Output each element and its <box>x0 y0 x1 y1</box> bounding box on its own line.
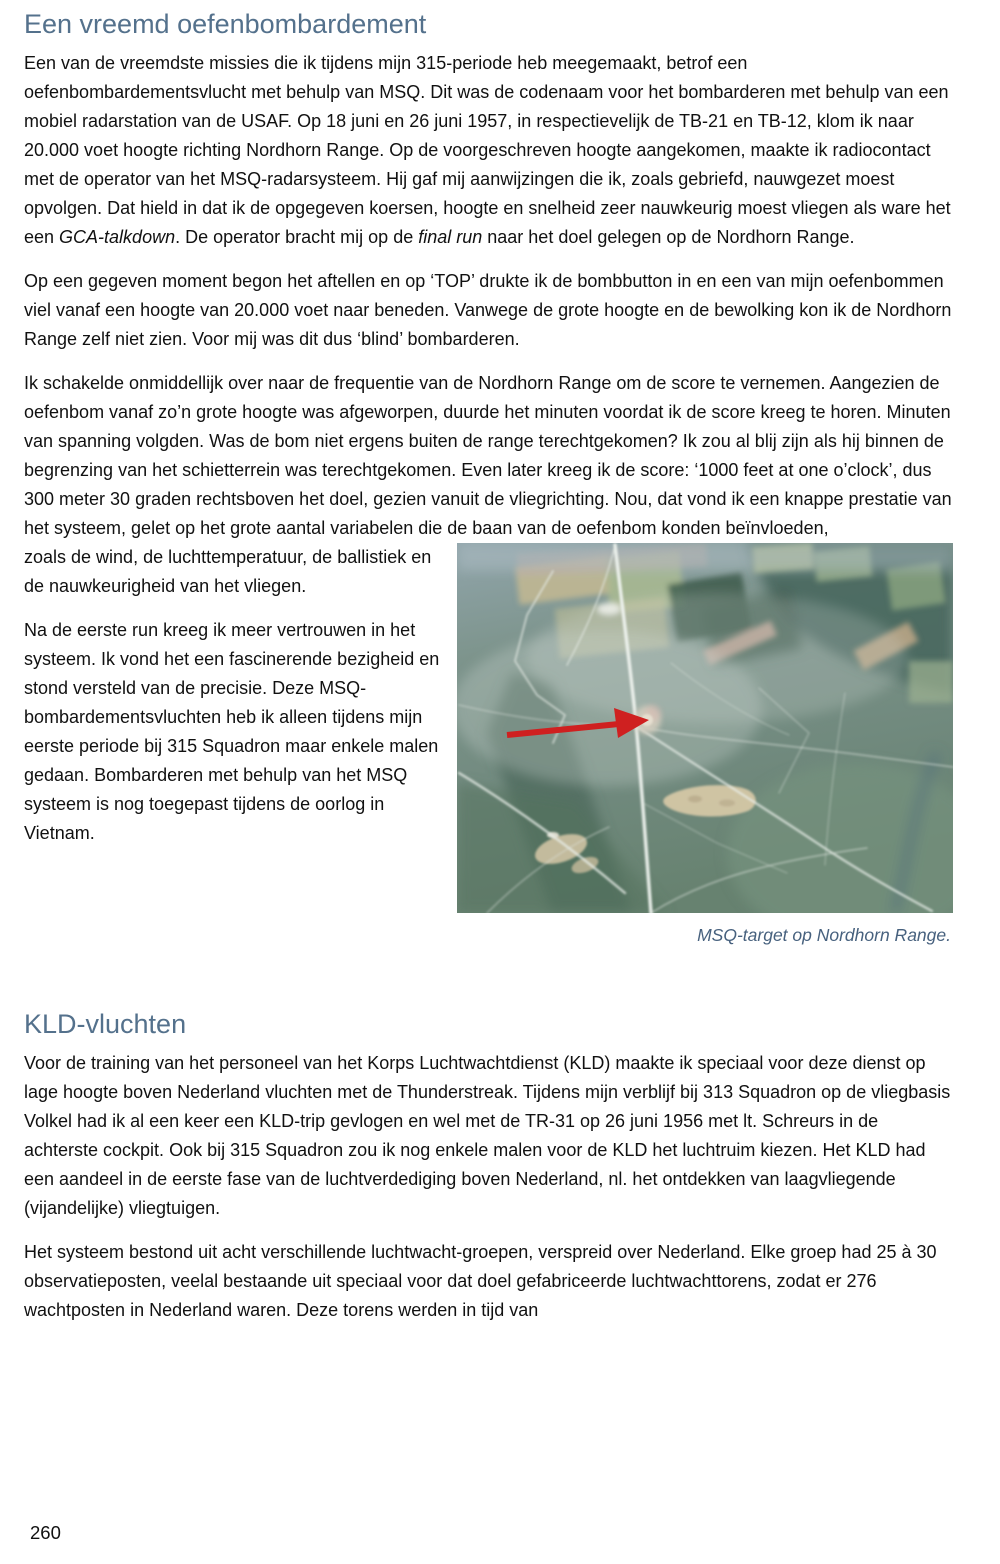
left-text-column <box>24 543 444 863</box>
photo-caption: MSQ-target op Nordhorn Range. <box>697 925 951 945</box>
text-run: Een van de vreemdste missies die ik tijdens mijn 315-periode heb meegemaakt, betrof een oefenbombardementsvlucht met behulp van MSQ. Dit was de codenaam voor het bombarderen met behulp van een mobiel radarstation van de USAF. Op 18 juni en 26 juni 1957, in respectievelijk de TB-21 en TB-12, klom ik naar 20.000 voet hoogte richting Nordhorn Range. Op de voorgeschreven hoogte aangekomen, maakte ik radiocontact met de operator van het MSQ-radarsysteem. Hij gaf mij aanwijzingen die ik, zoals gebriefd, nauwgezet moest opvolgen. Dat hield in dat ik de opgegeven koersen, hoogte en snelheid zeer nauwkeurig moest vliegen als ware het een <box>24 53 951 247</box>
italic-term-gca-talkdown: GCA-talkdown <box>59 227 176 247</box>
italic-term-final-run: final run <box>418 227 483 247</box>
section1-paragraph-3b: zoals de wind, de luchttemperatuur, de ballistiek en de nauwkeurigheid van het vliegen. <box>24 547 432 596</box>
section1-heading: Een vreemd oefenbombardement <box>24 9 427 39</box>
section1-paragraph-4: Na de eerste run kreeg ik meer vertrouwen in het systeem. Ik vond het een fascinerende bezigheid en stond versteld van de precisie. Deze MSQ-bombardementsvluchten heb ik alleen tijdens mijn eerste periode bij 315 Squadron maar enkele malen gedaan. Bombarderen met behulp van het MSQ systeem is nog toegepast tijdens de oorlog in Vietnam. <box>24 620 440 843</box>
page-content <box>24 8 953 1340</box>
text-and-photo-row <box>24 543 953 913</box>
section1-paragraph-2: Op een gegeven moment begon het aftellen en op ‘TOP’ drukte ik de bombbutton in en een van mijn oefenbommen viel vanaf een hoogte van 20.000 voet naar beneden. Vanwege de grote hoogte en de bewolking kon ik de Nordhorn Range zelf niet zien. Voor mij was dit dus ‘blind’ bombarderen. <box>24 271 952 349</box>
page-number: 260 <box>30 1522 61 1543</box>
section2-paragraph-1: Voor de training van het personeel van het Korps Luchtwachtdienst (KLD) maakte ik speciaal voor deze dienst op lage hoogte boven Nederland vluchten met de Thunderstreak. Tijdens mijn verblijf bij 313 Squadron op de vliegbasis Volkel had ik al een keer een KLD-trip gevlogen en wel met de TR-31 op 26 juni 1956 met lt. Schreurs in de achterste cockpit. Ook bij 315 Squadron zou ik nog enkele malen voor de KLD het luchtruim kiezen. Het KLD had een aandeel in de eerste fase van de luchtverdediging boven Nederland, nl. het ontdekken van laagvliegende (vijandelijke) vliegtuigen. <box>24 1053 951 1218</box>
text-run: . De operator bracht mij op de <box>175 227 419 247</box>
section2-heading: KLD-vluchten <box>24 1009 187 1039</box>
section1-paragraph-1 <box>24 49 953 252</box>
aerial-photo-nordhorn-range <box>457 543 953 913</box>
section1-paragraph-3a: Ik schakelde onmiddellijk over naar de frequentie van de Nordhorn Range om de score te vernemen. Aangezien de oefenbom vanaf zo’n grote hoogte was afgeworpen, duurde het minuten voordat ik de score kreeg te horen. Minuten van spanning volgden. Was de bom niet ergens buiten de range terechtgekomen? Ik zou al blij zijn als hij binnen de begrenzing van het schietterrein was terechtgekomen. Even later kreeg ik de score: ‘1000 feet at one o’clock’, dus 300 meter 30 graden rechtsboven het doel, gezien vanuit de vliegrichting. Nou, dat vond ik een knappe prestatie van het systeem, gelet op het grote aantal variabelen die de baan van de oefenbom konden beïnvloeden, <box>24 373 952 538</box>
text-run: naar het doel gelegen op de Nordhorn Range. <box>482 227 855 247</box>
section2-paragraph-2: Het systeem bestond uit acht verschillende luchtwacht-groepen, verspreid over Nederland. Elke groep had 25 à 30 observatieposten, veelal bestaande uit speciaal voor dat doel gefabriceerde luchtwachttorens, zodat er 276 wachtposten in Nederland waren. Deze torens werden in tijd van <box>24 1242 937 1320</box>
